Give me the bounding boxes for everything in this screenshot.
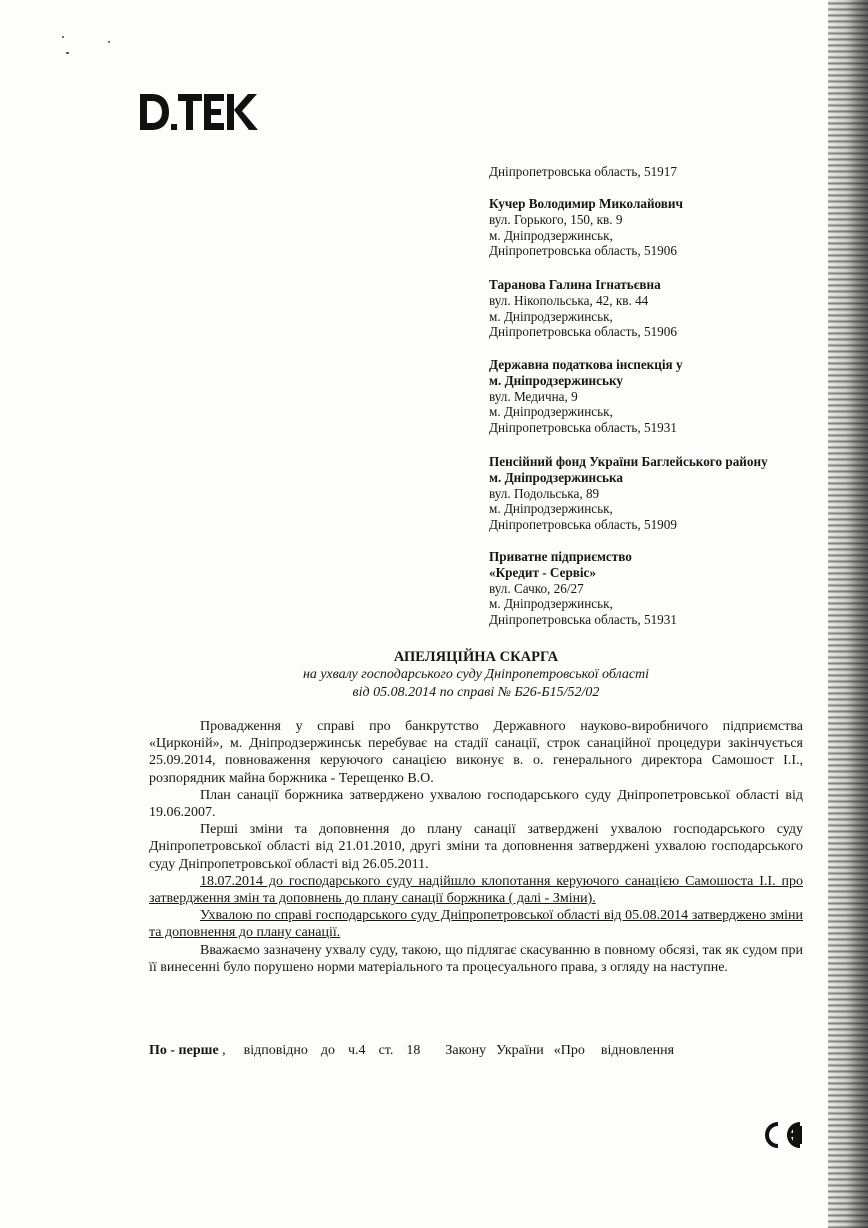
address-line: вул. Сачко, 26/27	[489, 580, 584, 596]
address-block	[489, 357, 829, 436]
closing-word: ч.4	[348, 1043, 366, 1058]
document-heading	[150, 648, 802, 702]
closing-word: 18	[406, 1043, 421, 1058]
document-subtitle-case: від 05.08.2014 по справі № Б26-Б15/52/02	[352, 685, 600, 700]
address-block	[489, 549, 829, 628]
address-line: вул. Медична, 9	[489, 388, 578, 404]
address-line: Дніпропетровська область, 51931	[489, 612, 677, 628]
scan-edge-shadow	[828, 0, 868, 1228]
closing-word: відповідно	[243, 1043, 308, 1058]
address-line: Дніпропетровська область, 51906	[489, 324, 677, 340]
address-line: Таранова Галина Ігнатьєвна	[489, 277, 661, 292]
address-line: вул. Нікопольська, 42, кв. 44	[489, 292, 649, 308]
address-line: Державна податкова інспекція у	[489, 357, 683, 372]
address-block	[489, 277, 829, 340]
closing-word: України	[496, 1043, 544, 1058]
address-line: Приватне підприємство	[489, 549, 632, 564]
dtek-logo	[138, 90, 264, 134]
closing-word: відновлення	[600, 1043, 675, 1058]
address-line: Дніпропетровська область, 51906	[489, 243, 677, 259]
address-line: м. Дніпродзержинська	[489, 469, 623, 485]
body-paragraph: Вважаємо зазначену ухвалу суду, такою, що підлягає скасуванню в повному обсязі, так як судом при її винесенні було порушено норми матеріального та процесуального права, з огляду на наступне.	[149, 942, 803, 975]
scan-speck	[62, 36, 64, 38]
address-line: м. Дніпродзержинськ,	[489, 404, 613, 420]
address-line: вул. Горького, 150, кв. 9	[489, 211, 623, 227]
address-line: м. Дніпродзержинськ,	[489, 227, 613, 243]
address-line: Пенсійний фонд України Баглейського району	[489, 454, 768, 469]
body-paragraph: Перші зміни та доповнення до плану санації затверджені ухвалою господарського суду Дніпропетровської області від 21.01.2010, другі зміни та доповнення затверджені ухвалою господарського суду Дніпропетровської області від 26.05.2011.	[149, 822, 803, 872]
closing-line	[149, 1043, 803, 1059]
address-line: м. Дніпродзержинськ,	[489, 501, 613, 517]
address-line: м. Дніпродзержинську	[489, 372, 623, 388]
address-line: Дніпропетровська область, 51931	[489, 420, 677, 436]
body-paragraph: 18.07.2014 до господарського суду надійшло клопотання керуючого санацією Самошоста І.І. про затвердження змін та доповнень до плану санації боржника ( далі - Зміни).	[149, 873, 803, 907]
address-block	[489, 164, 829, 180]
address-line: «Кредит - Сервіс»	[489, 564, 597, 580]
address-block	[489, 454, 829, 533]
scan-speck	[108, 41, 110, 43]
body-paragraph: Ухвалою по справі господарського суду Дніпропетровської області від 05.08.2014 затверджено зміни та доповнення до плану санації.	[149, 908, 803, 941]
document-body	[149, 718, 803, 976]
address-line: Кучер Володимир Миколайович	[489, 196, 683, 211]
closing-word: Закону	[445, 1043, 487, 1058]
address-line: вул. Подольська, 89	[489, 485, 600, 501]
closing-word: ст.	[378, 1043, 394, 1058]
address-line: м. Дніпродзержинськ,	[489, 596, 613, 612]
document-subtitle: на ухвалу господарського суду Дніпропетровської області	[302, 667, 650, 682]
address-line: Дніпропетровська область, 51917	[489, 164, 677, 179]
closing-word: ,	[222, 1043, 226, 1058]
scan-speck	[66, 52, 69, 54]
closing-lead: По - перше	[149, 1043, 219, 1058]
body-paragraph: Провадження у справі про банкрутство Державного науково-виробничого підприємства «Цирконій», м. Дніпродзержинськ перебуває на стадії санації, строк санаційної процедури закінчується 25.09.2014, повноваження керуючого санацією виконує в. о. генерального директора Самошост І.І., розпорядник майна боржника - Терещенко В.О.	[149, 719, 803, 786]
closing-word: «Про	[553, 1043, 585, 1058]
document-title: АПЕЛЯЦІЙНА СКАРГА	[393, 649, 559, 665]
address-block	[489, 196, 829, 259]
body-paragraph: План санації боржника затверджено ухвалою господарського суду Дніпропетровської області від 19.06.2007.	[149, 787, 803, 821]
ce-mark-icon	[760, 1120, 806, 1150]
address-line: Дніпропетровська область, 51909	[489, 517, 677, 533]
logo-text: D.TEK	[138, 90, 141, 91]
address-line: м. Дніпродзержинськ,	[489, 308, 613, 324]
closing-word: до	[320, 1043, 336, 1058]
